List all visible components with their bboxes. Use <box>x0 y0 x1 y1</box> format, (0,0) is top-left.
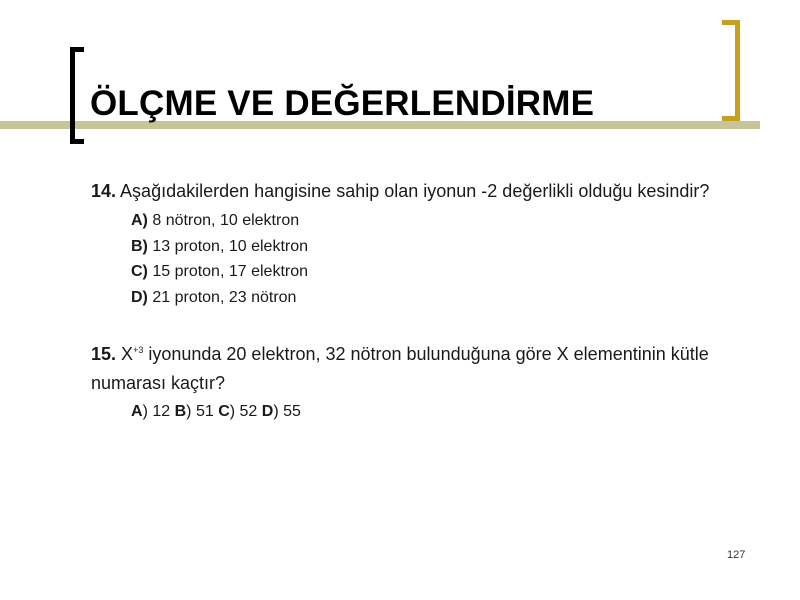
option-d <box>131 285 751 311</box>
ion-charge: +3 <box>133 345 144 355</box>
option-letter: D <box>261 403 274 420</box>
option-text: 13 proton, 10 elektron <box>152 237 309 255</box>
slide-content <box>91 177 751 424</box>
option-text: 51 <box>195 403 214 420</box>
option-letter: B) <box>131 237 148 255</box>
question-14-options <box>131 208 751 310</box>
option-b <box>131 234 751 260</box>
option-letter: A) <box>131 212 148 229</box>
option-a <box>131 208 751 234</box>
option-letter: C <box>218 403 230 420</box>
option-text: 52 <box>239 403 258 420</box>
slide-title: ÖLÇME VE DEĞERLENDİRME <box>90 84 595 123</box>
question-text: Aşağıdakilerden hangisine sahip olan iyonun -2 değerlikli olduğu kesindir? <box>120 181 710 201</box>
question-15 <box>91 340 751 398</box>
left-bracket-decoration <box>70 47 84 144</box>
right-bracket-decoration <box>722 20 740 121</box>
question-number: 15. <box>91 344 117 364</box>
question-15-options: A) 12 B) 51 C) 52 D) 55 <box>131 403 301 420</box>
question-number: 14. <box>91 181 117 201</box>
page-number: 127 <box>727 549 746 561</box>
ion-symbol: X <box>121 344 134 364</box>
option-text: 21 proton, 23 nötron <box>152 288 297 306</box>
option-text: 55 <box>283 403 301 420</box>
question-spacer <box>91 310 751 340</box>
option-letter: D) <box>131 288 148 306</box>
question-text: iyonunda 20 elektron, 32 nötron bulunduğuna göre X elementinin kütle numarası kaçtır? <box>91 344 709 393</box>
option-letter: C) <box>131 263 148 280</box>
option-letter: A <box>131 403 143 420</box>
option-letter: B <box>174 403 187 420</box>
option-text: 12 <box>152 403 171 420</box>
question-14 <box>91 177 751 206</box>
option-text: 15 proton, 17 elektron <box>152 263 309 280</box>
option-c <box>131 259 751 285</box>
option-text: 8 nötron, 10 elektron <box>152 212 300 229</box>
